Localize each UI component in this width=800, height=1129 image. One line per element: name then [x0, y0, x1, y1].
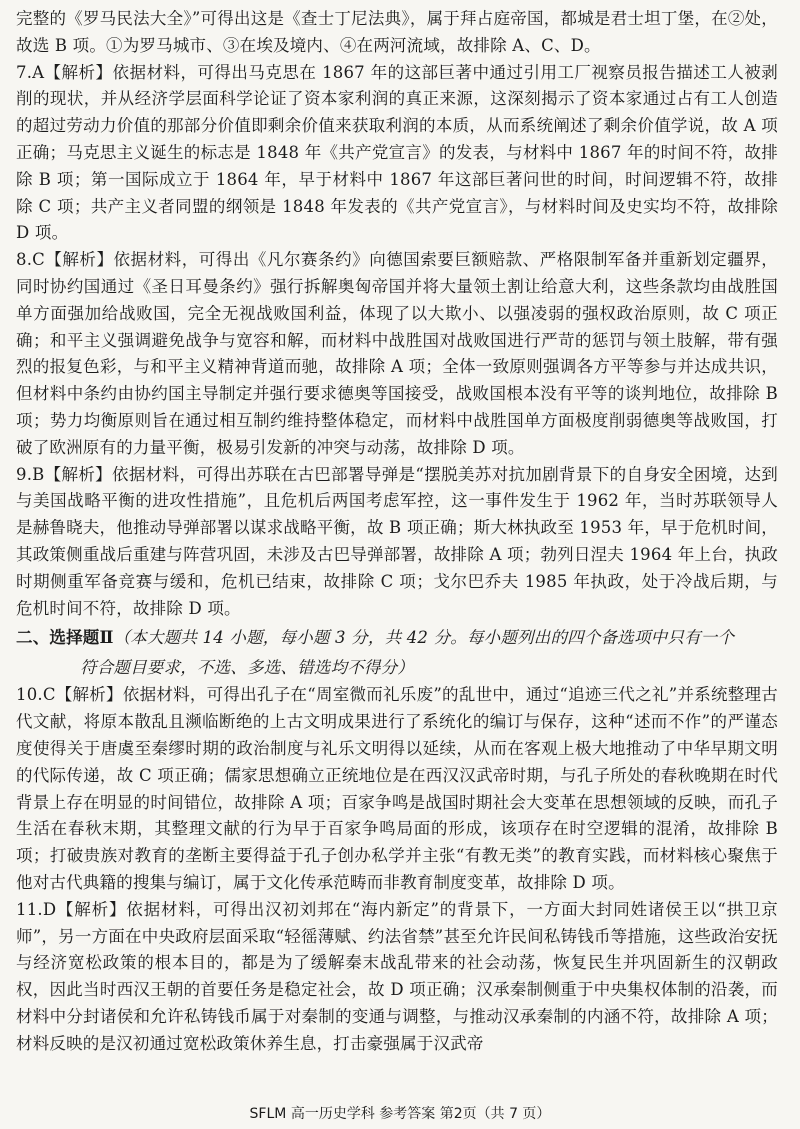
section-instructions-line1: （本大题共 14 小题，每小题 3 分，共 42 分。每小题列出的四个备选项中只有一个 [113, 628, 735, 648]
paragraph-q11-analysis: 11.D【解析】依据材料，可得出汉初刘邦在“海内新定”的背景下，一方面大封同姓诸侯王以“拱卫京师”，另一方面在中央政府层面采取“轻徭薄赋、约法省禁”甚至允许民间私铸钱币等措施，这些政治安抚与经济宽松政策的根本目的，都是为了缓解秦末战乱带来的社会动荡，恢复民生并巩固新生的汉朝政权，因此当时西汉王朝的首要任务是稳定社会，故 D 项正确；汉承秦制侧重于中央集权体制的沿袭，而材料中分封诸侯和允许私铸钱币属于对秦制的变通与调整，与推动汉承秦制的内涵不符，故排除 A 项；材料反映的是汉初通过宽松政策休养生息，打击豪强属于汉武帝 [16, 899, 778, 1053]
section-instructions-line2: 符合题目要求，不选、多选、错选均不得分） [80, 658, 414, 678]
paragraph-q9-analysis: 9.B【解析】依据材料，可得出苏联在古巴部署导弹是“摆脱美苏对抗加剧背景下的自身安全困境，达到与美国战略平衡的进攻性措施”，且危机后两国考虑军控，这一事件发生于 1962 年，当时苏联领导人是赫鲁晓夫，他推动导弹部署以谋求战略平衡，故 B 项正确；斯大林执政至 1953 年，早于危机时间，其政策侧重战后重建与阵营巩固，未涉及古巴导弹部署，故排除 A 项；勃列日涅夫 1964 年上台，执政时期侧重军备竞赛与缓和，危机已结束，故排除 C 项；戈尔巴乔夫 1985 年执政，处于冷战后期，与危机时间不符，故排除 D 项。 [16, 464, 778, 618]
section-heading-choice-2 [16, 624, 778, 652]
paragraph-q6-continued: 完整的《罗马民法大全》”可得出这是《查士丁尼法典》，属于拜占庭帝国，都城是君士坦丁堡，在②处，故选 B 项。①为罗马城市、③在埃及境内、④在两河流域，故排除 A、C、D。 [16, 9, 778, 55]
paragraph-q10-analysis: 10.C【解析】依据材料，可得出孔子在“周室微而礼乐废”的乱世中，通过“追迹三代之礼”并系统整理古代文献，将原本散乱且濒临断绝的上古文明成果进行了系统化的编订与保存，这种“述而不作”的严谨态度使得关于唐虞至秦缪时期的政治制度与礼乐文明得以延续，从而在客观上极大地推动了中华早期文明的代际传递，故 C 项正确；儒家思想确立正统地位是在西汉汉武帝时期，与孔子所处的春秋晚期在时代背景上存在明显的时间错位，故排除 A 项；百家争鸣是战国时期社会大变革在思想领域的反映，而孔子生活在春秋末期，其整理文献的行为早于百家争鸣局面的形成，该项存在时空逻辑的混淆，故排除 B 项；打破贵族对教育的垄断主要得益于孔子创办私学并主张“有教无类”的教育实践，而材料核心聚焦于他对古代典籍的搜集与编订，属于文化传承范畴而非教育制度变革，故排除 D 项。 [16, 685, 778, 892]
section-title: 二、选择题Ⅱ [16, 628, 114, 648]
paragraph-q8-analysis: 8.C【解析】依据材料，可得出《凡尔赛条约》向德国索要巨额赔款、严格限制军备并重新划定疆界，同时协约国通过《圣日耳曼条约》强行拆解奥匈帝国并将大量领土割让给意大利，这些条款均由战胜国单方面强加给战败国，完全无视战败国利益，体现了以大欺小、以强凌弱的强权政治原则，故 C 项正确；和平主义强调避免战争与宽容和解，而材料中战胜国对战败国进行严苛的惩罚与领土肢解，带有强烈的报复色彩，与和平主义精神背道而驰，故排除 A 项；全体一致原则强调各方平等参与并达成共识，但材料中条约由协约国主导制定并强行要求德奥等国接受，战败国根本没有平等的谈判地位，故排除 B 项；势力均衡原则旨在通过相互制约维持整体稳定，而材料中战胜国单方面极度削弱德奥等战败国，打破了欧洲原有的力量平衡，极易引发新的冲突与动荡，故排除 D 项。 [16, 250, 778, 457]
paragraph-q7-analysis: 7.A【解析】依据材料，可得出马克思在 1867 年的这部巨著中通过引用工厂视察员报告描述工人被剥削的现状，并从经济学层面科学论证了资本家利润的真正来源，这深刻揭示了资本家通过占有工人创造的超过劳动力价值的那部分价值即剩余价值来获取利润的本质，从而系统阐述了剩余价值学说，故 A 项正确；马克思主义诞生的标志是 1848 年《共产党宣言》的发表，与材料中 1867 年的时间不符，故排除 B 项；第一国际成立于 1864 年，早于材料中 1867 年这部巨著问世的时间，时间逻辑不符，故排除 C 项；共产主义者同盟的纲领是 1848 年发表的《共产党宣言》，与材料时间及史实均不符，故排除 D 项。 [16, 62, 778, 243]
page-footer: SFLM 高一历史学科 参考答案 第2页（共 7 页） [249, 1106, 551, 1122]
section-instructions-continued [16, 654, 778, 682]
